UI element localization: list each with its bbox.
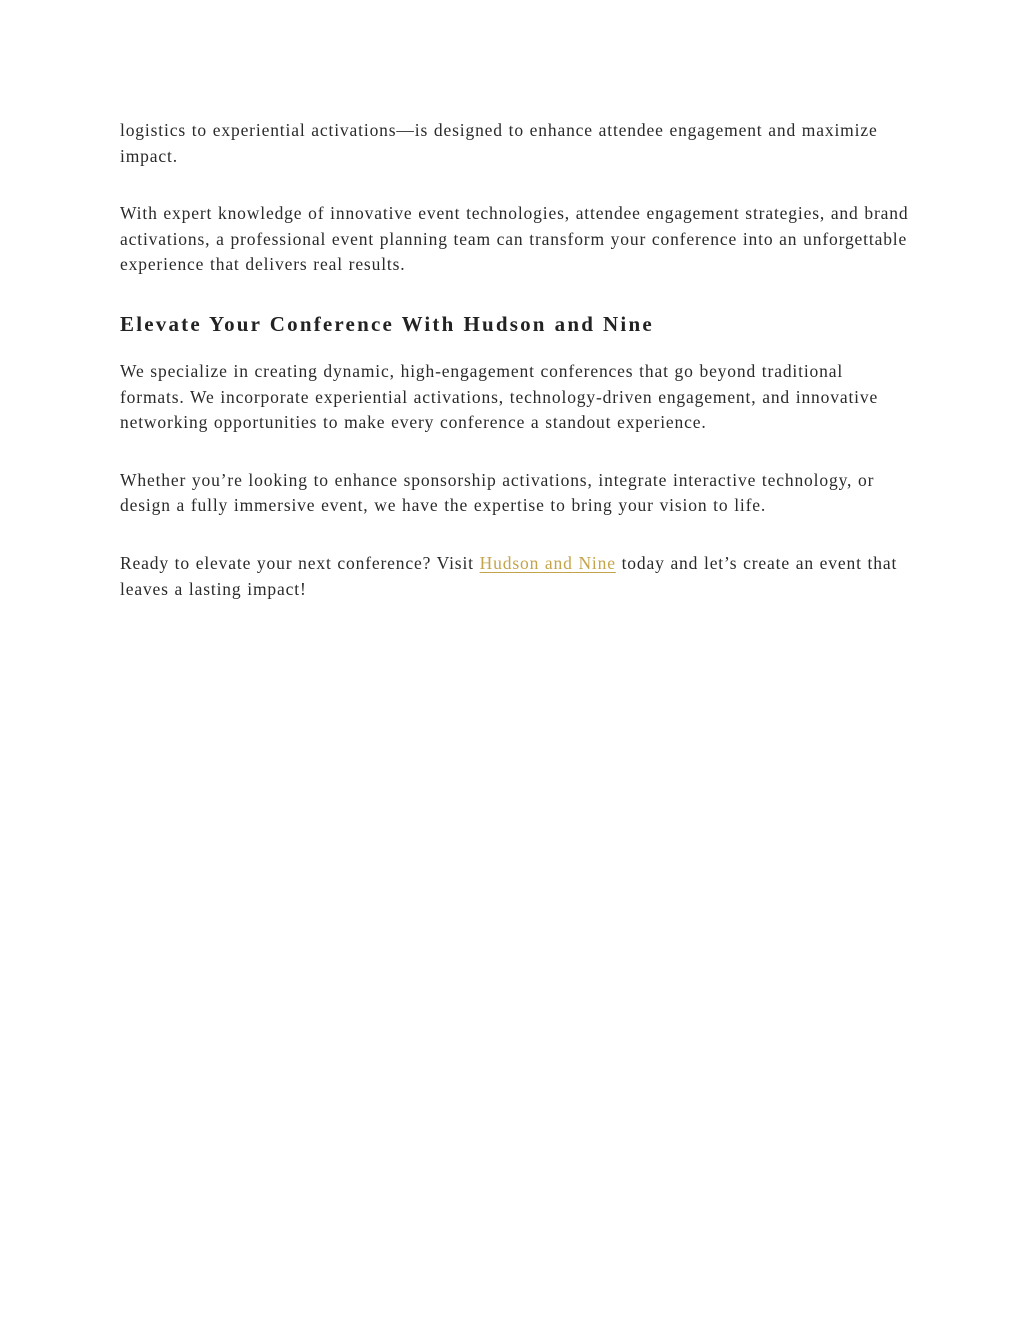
paragraph-call-to-action xyxy=(120,551,910,602)
paragraph-specialize: We specialize in creating dynamic, high-engagement conferences that go beyond traditional formats. We incorporate experiential activations, technology-driven engagement, and innovative networking opportunities to make every conference a standout experience. xyxy=(120,360,879,433)
section-heading: Elevate Your Conference With Hudson and Nine xyxy=(120,311,654,336)
paragraph-expert-knowledge: With expert knowledge of innovative event technologies, attendee engagement strategies, and brand activations, a professional event planning team can transform your conference into an unforgettable experience that delivers real results. xyxy=(120,203,909,275)
document-page xyxy=(120,118,910,634)
hudson-and-nine-link[interactable]: Hudson and Nine xyxy=(479,552,616,573)
cta-text-before-link: Ready to elevate your next conference? Visit xyxy=(120,552,480,573)
paragraph-whether: Whether you’re looking to enhance sponsorship activations, integrate interactive technology, or design a fully immersive event, we have the expertise to bring your vision to life. xyxy=(120,469,875,516)
cta-text-after-link: today and let’s create an event that leaves a lasting impact! xyxy=(120,552,898,599)
paragraph-intro-continuation: logistics to experiential activations—is designed to enhance attendee engagement and maximize impact. xyxy=(120,120,878,166)
